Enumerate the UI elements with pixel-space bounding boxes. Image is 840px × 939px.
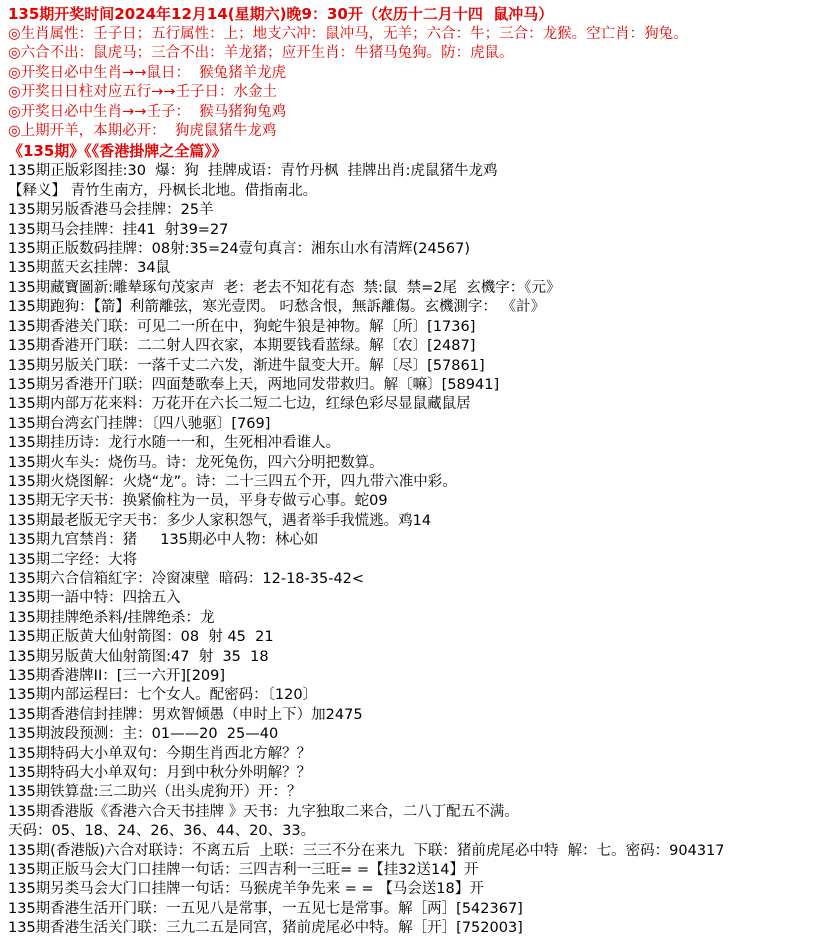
content-line: 135期正版彩图挂:30 爆：狗 挂牌成语：青竹丹枫 挂牌出肖:虎鼠猪牛龙鸡 xyxy=(8,163,498,180)
attribute-line: ◎开奖日日柱对应五行→→壬子日：水金土 xyxy=(8,84,277,101)
content-line: 135期波段预测：主：01——20 25—40 xyxy=(8,726,279,743)
content-line: 135期香港开门联：二二射人四衣家，本期要钱看蓝绿。解〔农〕[2487] xyxy=(8,338,476,355)
content-line: 135期特码大小单双句：今期生肖西北方解？？ xyxy=(8,745,312,762)
content-line: 135期藏寶圖新:雕辇琢句茂家声 老：老去不知花有态 禁:鼠 禁=2尾 玄機字：《元》 xyxy=(8,279,561,296)
content-line: 135期另版香港马会挂牌：25羊 xyxy=(8,202,214,219)
content-line: 135期另版关门联：一落千丈二六发，渐进牛鼠变大开。解〔尽〕[57861] xyxy=(8,357,485,374)
content-line: 135期挂历诗：龙行水随一一和，生死相冲看谁人。 xyxy=(8,435,341,452)
section-title: 《135期》《《香港掛牌之全篇》》 xyxy=(8,142,227,161)
content-line: 135期内部运程曰：七个女人。配密码：〔120〕 xyxy=(8,687,318,704)
content-line: 135期蓝天玄挂牌：34鼠 xyxy=(8,260,171,277)
attribute-line: ◎生肖属性：壬子日；五行属性：上；地支六冲：鼠冲马，无羊；六合：牛；三合：龙猴。空亡肖：狗兔。 xyxy=(8,26,688,42)
content-line: 135期铁算盘:三二助兴（出头虎狗开）开：？ xyxy=(8,784,302,801)
content-line: 135期(香港版)六合对联诗：不离五后 上联：三三不分在来九 下联：猪前虎尾必中特 解：七。密码：904317 xyxy=(8,842,725,859)
content-line: 135期香港信封挂牌：男欢智倾愚（申时上下）加2475 xyxy=(8,706,363,723)
content-line: 135期香港牌II：[三一六开][209] xyxy=(8,668,226,684)
content-line: 135期二字经：大将 xyxy=(8,551,138,568)
content-line: 【释义】 青竹生南方，丹枫长北地。借指南北。 xyxy=(8,182,318,199)
content-line: 135期跑狗：【箭】利箭離弦，寒光壹閃。 叼愁含恨，無訴離傷。玄機測字： 《計》 xyxy=(8,299,546,316)
content-line: 135期一語中特：四捨五入 xyxy=(8,590,181,607)
content-line: 135期台湾玄门挂牌：〔四八驰驱〕[769] xyxy=(8,415,271,432)
attribute-line: ◎六合不出：鼠虎马；三合不出：羊龙猪；应开生肖：牛猪马兔狗。防：虎鼠。 xyxy=(8,45,514,62)
content-line: 135期香港生活开门联：一五见八是常事，一五见七是常事。解［两］[542367] xyxy=(8,900,523,917)
content-line: 135期另类马会大门口挂牌一句话：马猴虎羊争先来 = = 【马会送18】开 xyxy=(8,881,484,898)
body-content xyxy=(8,162,834,938)
content-line: 135期香港关门联：可见二一所在中，狗蛇牛狼是神物。解〔所〕[1736] xyxy=(8,318,476,335)
content-line: 135期九宫禁肖：猪 135期必中人物：林心如 xyxy=(8,532,319,549)
content-line: 135期另香港开门联：四面楚歌奉上天，两地同发带救归。解〔嘛〕[58941] xyxy=(8,376,500,393)
content-line: 135期正版马会大门口挂牌一句话：三四吉利一三旺= =【挂32送14】开 xyxy=(8,862,479,879)
content-line: 天码：05、18、24、26、36、44、20、33。 xyxy=(8,823,316,840)
attribute-line: ◎开奖日必中生肖→→壬子： 猴马猪狗兔鸡 xyxy=(8,103,287,120)
content-line: 135期火车头：烧伤马。诗：龙死兔伤，四六分明把数算。 xyxy=(8,454,384,471)
content-line: 135期六合信箱紅字：冷窗凍壁 暗码：12-18-35-42< xyxy=(8,570,365,587)
content-line: 135期香港生活关门联：三九二五是同宫，猪前虎尾必中特。解［开］[752003] xyxy=(8,920,523,937)
content-line: 135期正版黄大仙射箭图：08 射 45 21 xyxy=(8,629,274,646)
content-line: 135期无字天书：换紧偷柱为一员，平身专做亏心事。蛇09 xyxy=(8,493,388,510)
attribute-line: ◎上期开羊，本期必开： 狗虎鼠猪牛龙鸡 xyxy=(8,123,277,140)
content-line: 135期火烧图解：火烧“龙”。诗：二十三四五个开，四九带六准中彩。 xyxy=(8,473,457,490)
content-line: 135期特码大小单双句：月到中秋分外明解？？ xyxy=(8,765,312,782)
content-line: 135期香港版《香港六合天书挂牌 》天书：九字独取二来合，二八丁配五不满。 xyxy=(8,803,519,820)
content-line: 135期最老版无字天书：多少人家积怨气，遇者举手我慌逃。鸡14 xyxy=(8,512,432,529)
content-line: 135期正版数码挂牌：08射:35=24壹句真言：湘东山水有清辉(24567) xyxy=(8,241,471,258)
content-line: 135期挂牌绝杀料/挂牌绝杀：龙 xyxy=(8,609,215,626)
content-line: 135期马会挂牌：挂41 射39=27 xyxy=(8,221,229,238)
attribute-line: ◎开奖日必中生肖→→鼠日： 猴兔猪羊龙虎 xyxy=(8,64,287,81)
content-line: 135期内部万花来料：万花开在六长二短二七边，红绿色彩尽显鼠藏鼠居 xyxy=(8,396,471,413)
draw-time-header: 135期开奖时间2024年12月14(星期六)晚9：30开（农历十二月十四 鼠冲马） xyxy=(8,5,554,23)
content-line: 135期另版黄大仙射箭图:47 射 35 18 xyxy=(8,648,269,665)
attribute-list xyxy=(8,25,834,141)
